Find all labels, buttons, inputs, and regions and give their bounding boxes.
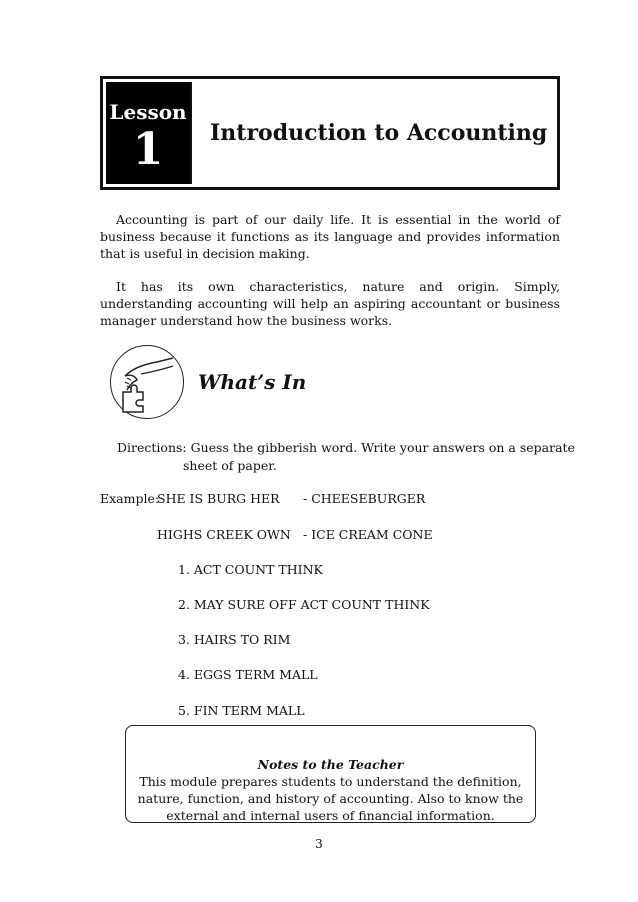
notes-line: external and internal users of financial information. — [166, 808, 495, 823]
list-item: 3. HAIRS TO RIM — [178, 632, 291, 647]
notes-title: Notes to the Teacher — [257, 757, 404, 772]
directions-line-2: sheet of paper. — [183, 458, 277, 473]
example-answer: - CHEESEBURGER — [303, 491, 426, 506]
directions-line-1: Directions: Guess the gibberish word. Write your answers on a separate — [117, 440, 575, 455]
notes-box — [125, 725, 536, 823]
list-item: 5. FIN TERM MALL — [178, 703, 305, 718]
list-item: 2. MAY SURE OFF ACT COUNT THINK — [178, 597, 430, 612]
intro-paragraph-1: Accounting is part of our daily life. It is essential in the world of business because it functions as its language and provides information that is useful in decision making. — [100, 212, 560, 261]
list-item: 1. ACT COUNT THINK — [178, 562, 323, 577]
lesson-label: Lesson — [109, 100, 187, 124]
lesson-badge — [106, 82, 190, 184]
section-title: What’s In — [198, 370, 307, 394]
example-answer: - ICE CREAM CONE — [303, 527, 433, 542]
example-clue: SHE IS BURG HER — [157, 491, 280, 506]
hand-puzzle-icon — [110, 345, 184, 419]
page-number: 3 — [315, 837, 323, 851]
notes-line: This module prepares students to understand the definition, — [139, 774, 522, 789]
intro-paragraph-2: It has its own characteristics, nature and origin. Simply, understanding accounting will help an aspiring accountant or business manager understand how the business works. — [100, 279, 560, 328]
list-item: 4. EGGS TERM MALL — [178, 667, 318, 682]
example-prefix: Example: — [100, 491, 160, 506]
title-area — [190, 82, 554, 184]
notes-line: nature, function, and history of accounting. Also to know the — [137, 791, 524, 806]
lesson-title: Introduction to Accounting — [210, 120, 548, 146]
lesson-header — [100, 76, 560, 190]
lesson-number: 1 — [132, 124, 164, 175]
example-clue: HIGHS CREEK OWN — [157, 527, 291, 542]
